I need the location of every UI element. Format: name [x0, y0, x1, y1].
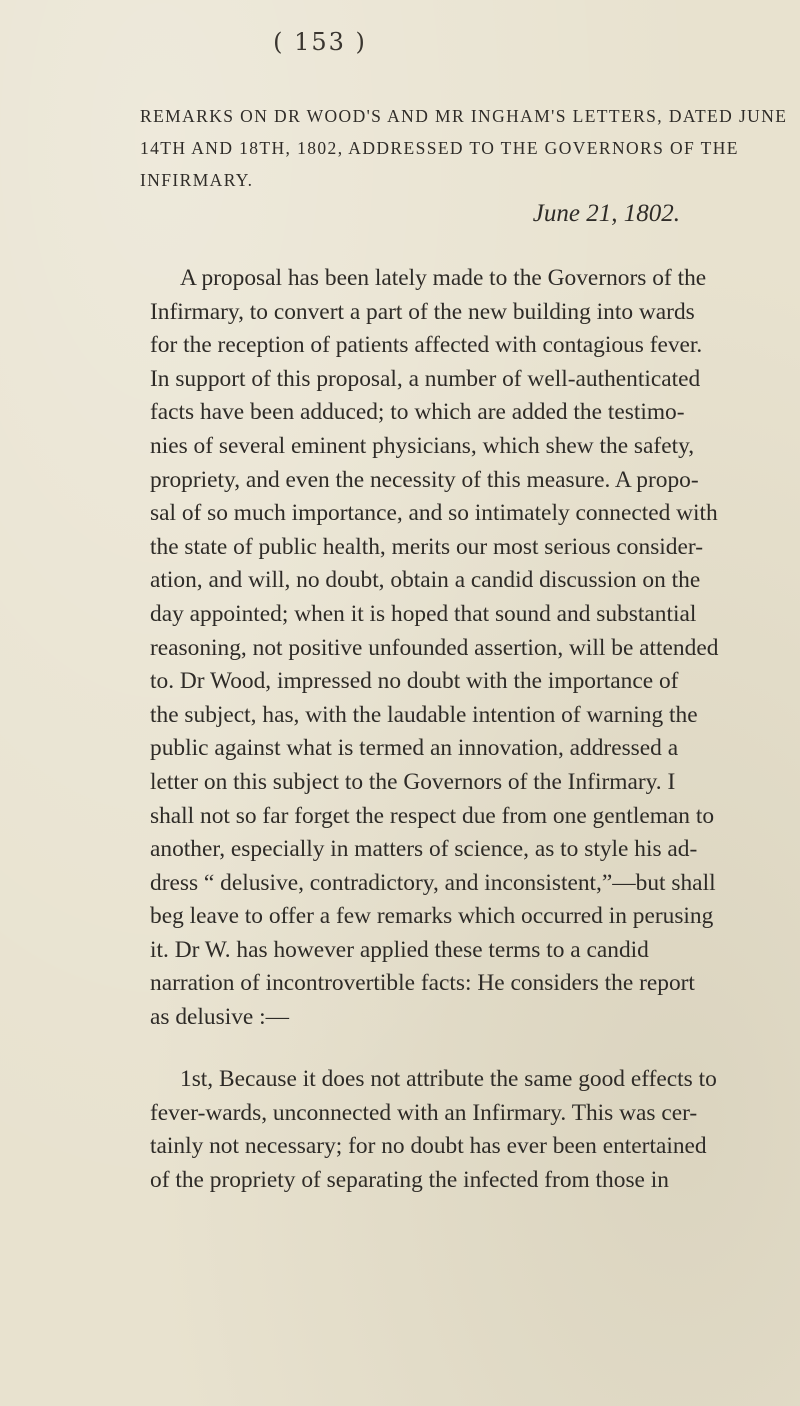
heading-line-1: REMARKS ON DR WOOD'S AND MR INGHAM'S LETTERS, DATED JUNE	[140, 106, 788, 126]
text-line: sal of so much importance, and so intimately connected with	[150, 500, 718, 527]
text-line: Infirmary, to convert a part of the new building into wards	[150, 298, 695, 325]
text-line: beg leave to offer a few remarks which occurred in perusing	[150, 903, 714, 930]
letter-date: June 21, 1802.	[532, 200, 680, 227]
text-line: the subject, has, with the laudable intention of warning the	[150, 701, 698, 728]
text-line: ation, and will, no doubt, obtain a candid discussion on the	[150, 567, 701, 594]
paragraph-1	[150, 262, 780, 1035]
text-line: 1st, Because it does not attribute the same good effects to	[180, 1066, 717, 1092]
text-line: facts have been adduced; to which are added the testimo-	[150, 399, 685, 426]
text-line: it. Dr W. has however applied these terms to a candid	[150, 936, 649, 963]
text-line: letter on this subject to the Governors of the Infirmary. I	[150, 768, 676, 795]
text-line: dress “ delusive, contradictory, and inconsistent,”—but shall	[150, 869, 716, 896]
text-line: for the reception of patients affected with contagious fever.	[150, 332, 703, 359]
text-line: day appointed; when it is hoped that sound and substantial	[150, 600, 697, 627]
text-line: shall not so far forget the respect due from one gentleman to	[150, 802, 715, 829]
text-line: as delusive :—	[150, 1004, 290, 1031]
text-line: In support of this proposal, a number of well-authenticated	[150, 365, 701, 392]
heading-line-2: 14TH AND 18TH, 1802, ADDRESSED TO THE GOVERNORS OF THE	[140, 138, 739, 158]
text-line: another, especially in matters of science, as to style his ad-	[150, 836, 698, 863]
text-line: reasoning, not positive unfounded assertion, will be attended	[150, 634, 719, 661]
text-line: fever-wards, unconnected with an Infirmary. This was cer-	[150, 1099, 698, 1126]
text-line: A proposal has been lately made to the Governors of the	[180, 265, 707, 291]
text-line: propriety, and even the necessity of this measure. A propo-	[150, 466, 699, 493]
text-line: public against what is termed an innovation, addressed a	[150, 735, 679, 762]
paragraph-2	[150, 1063, 780, 1197]
text-line: tainly not necessary; for no doubt has ever been entertained	[150, 1133, 707, 1160]
text-line: to. Dr Wood, impressed no doubt with the importance of	[150, 668, 679, 695]
page-number: ( 153 )	[273, 28, 367, 56]
text-line: the state of public health, merits our most serious consider-	[150, 533, 703, 560]
text-line: narration of incontrovertible facts: He considers the report	[150, 970, 695, 997]
text-line: of the propriety of separating the infected from those in	[150, 1166, 669, 1193]
section-heading	[140, 100, 788, 196]
text-line: nies of several eminent physicians, which shew the safety,	[150, 432, 695, 459]
heading-line-3: INFIRMARY.	[140, 170, 254, 190]
